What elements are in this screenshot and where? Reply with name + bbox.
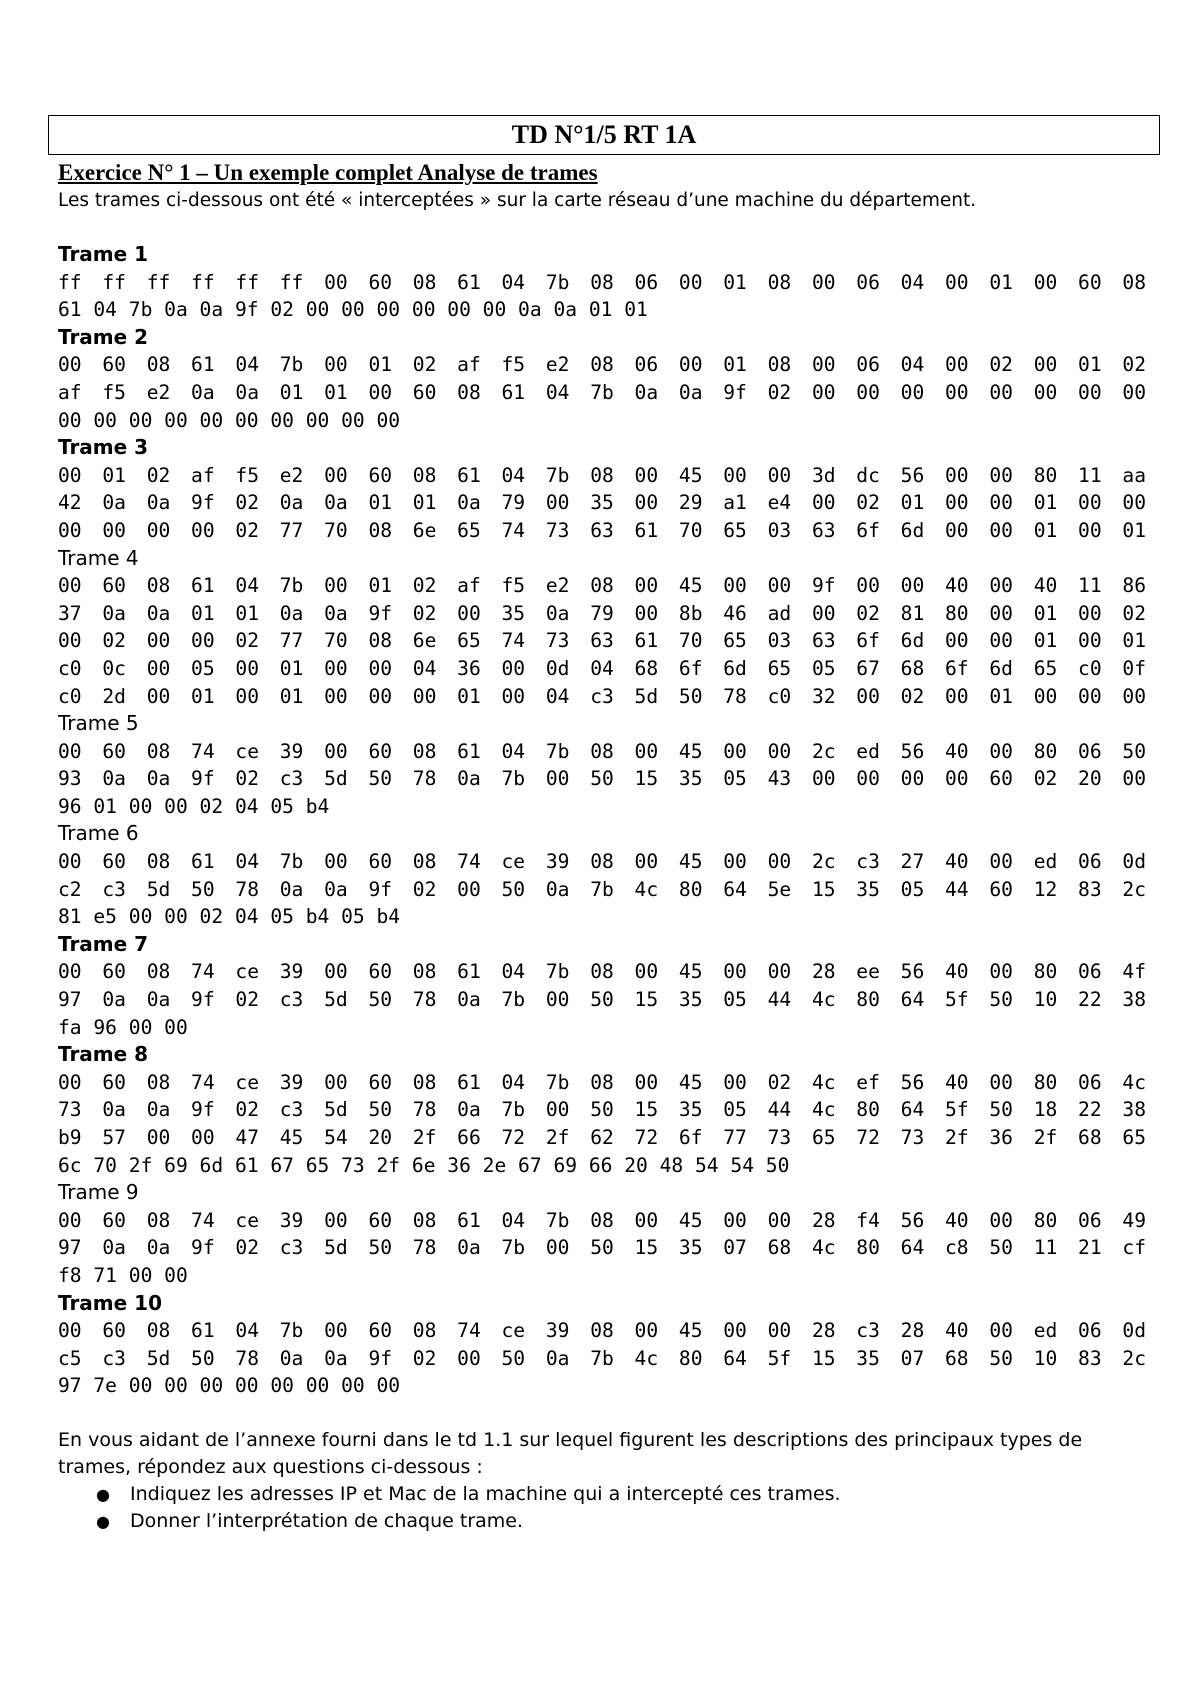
frame-label: Trame 8 — [58, 1042, 149, 1067]
frame-label: Trame 3 — [58, 435, 149, 460]
frame-bytes — [58, 269, 1146, 324]
frame-hex-line: 97 7e 00 00 00 00 00 00 00 00 — [58, 1374, 401, 1398]
frame-hex-line: 00 60 08 61 04 7b 00 01 02 af f5 e2 08 00 45 00 00 9f 00 00 40 00 40 11 86 — [58, 574, 1146, 598]
question-text: Donner l’interprétation de chaque trame. — [130, 1509, 524, 1532]
question-item — [58, 1481, 1146, 1508]
frame-bytes — [58, 351, 1146, 434]
frame-block — [58, 434, 1146, 544]
frame-label: Trame 10 — [58, 1290, 163, 1315]
frame-hex-line: 6c 70 2f 69 6d 61 67 65 73 2f 6e 36 2e 67 69 66 20 48 54 54 50 — [58, 1153, 790, 1177]
frame-hex-line: ff ff ff ff ff ff 00 60 08 61 04 7b 08 06 00 01 08 00 06 04 00 01 00 60 08 — [58, 270, 1146, 294]
frame-label: Trame 6 — [58, 821, 139, 846]
frame-hex-line: 93 0a 0a 9f 02 c3 5d 50 78 0a 7b 00 50 15 35 05 43 00 00 00 00 60 02 20 00 — [58, 767, 1146, 791]
frame-bytes — [58, 848, 1146, 931]
frame-label: Trame 4 — [58, 545, 139, 570]
frame-bytes — [58, 738, 1146, 821]
frame-block — [58, 241, 1146, 324]
frame-label: Trame 2 — [58, 324, 149, 349]
frame-bytes — [58, 1207, 1146, 1290]
frame-bytes — [58, 958, 1146, 1041]
document-page — [48, 115, 1160, 1535]
frame-hex-line: 00 60 08 61 04 7b 00 60 08 74 ce 39 08 00 45 00 00 28 c3 28 40 00 ed 06 0d — [58, 1319, 1146, 1343]
exercise-title: Exercice N° 1 – Un exemple complet Analyse de trames — [58, 160, 598, 185]
frame-block — [58, 1041, 1146, 1179]
frame-hex-line: 00 60 08 74 ce 39 00 60 08 61 04 7b 08 00 45 00 00 28 ee 56 40 00 80 06 4f — [58, 960, 1146, 984]
frame-hex-line: 97 0a 0a 9f 02 c3 5d 50 78 0a 7b 00 50 15 35 05 44 4c 80 64 5f 50 10 22 38 — [58, 988, 1146, 1012]
frames-list — [58, 241, 1146, 1400]
frame-hex-line: 61 04 7b 0a 0a 9f 02 00 00 00 00 00 00 0a 0a 01 01 — [58, 298, 648, 322]
questions-list — [58, 1481, 1146, 1535]
frame-block — [58, 324, 1146, 434]
frame-block — [58, 545, 1146, 711]
frame-block — [58, 820, 1146, 930]
document-content — [48, 159, 1160, 1535]
frame-hex-line: 00 60 08 74 ce 39 00 60 08 61 04 7b 08 00 45 00 00 2c ed 56 40 00 80 06 50 — [58, 739, 1146, 763]
instructions-text: En vous aidant de l’annexe fourni dans le td 1.1 sur lequel figurent les descriptions des principaux types de trames, répondez aux questions ci-dessous : — [58, 1428, 1083, 1478]
frame-hex-line: c0 2d 00 01 00 01 00 00 00 01 00 04 c3 5d 50 78 c0 32 00 02 00 01 00 00 00 — [58, 684, 1146, 708]
frame-label: Trame 9 — [58, 1180, 139, 1205]
exercise-intro: Les trames ci-dessous ont été « interceptées » sur la carte réseau d’une machine du département. — [58, 190, 977, 211]
frame-hex-line: 00 60 08 61 04 7b 00 01 02 af f5 e2 08 06 00 01 08 00 06 04 00 02 00 01 02 — [58, 353, 1146, 377]
question-text: Indiquez les adresses IP et Mac de la machine qui a intercepté ces trames. — [130, 1482, 841, 1505]
frame-hex-line: f8 71 00 00 — [58, 1263, 188, 1287]
frame-hex-line: b9 57 00 00 47 45 54 20 2f 66 72 2f 62 72 6f 77 73 65 72 73 2f 36 2f 68 65 — [58, 1126, 1146, 1149]
frame-hex-line: 97 0a 0a 9f 02 c3 5d 50 78 0a 7b 00 50 15 35 07 68 4c 80 64 c8 50 11 21 cf — [58, 1236, 1146, 1260]
frame-hex-line: c5 c3 5d 50 78 0a 0a 9f 02 00 50 0a 7b 4c 80 64 5f 15 35 07 68 50 10 83 2c — [58, 1346, 1146, 1370]
frame-hex-line: af f5 e2 0a 0a 01 01 00 60 08 61 04 7b 0a 0a 9f 02 00 00 00 00 00 00 00 00 — [58, 380, 1146, 404]
frame-hex-line: 42 0a 0a 9f 02 0a 0a 01 01 0a 79 00 35 00 29 a1 e4 00 02 01 00 00 01 00 00 — [58, 491, 1146, 515]
frame-label: Trame 1 — [58, 242, 149, 266]
frame-hex-line: 37 0a 0a 01 01 0a 0a 9f 02 00 35 0a 79 00 8b 46 ad 00 02 81 80 00 01 00 02 — [58, 601, 1146, 625]
frame-hex-line: 00 00 00 00 02 77 70 08 6e 65 74 73 63 61 70 65 03 63 6f 6d 00 00 01 00 01 — [58, 518, 1146, 542]
frame-hex-line: fa 96 00 00 — [58, 1015, 188, 1039]
frame-hex-line: c0 0c 00 05 00 01 00 00 04 36 00 0d 04 68 6f 6d 65 05 67 68 6f 6d 65 c0 0f — [58, 656, 1146, 680]
frame-block — [58, 1290, 1146, 1400]
frame-hex-line: 00 60 08 74 ce 39 00 60 08 61 04 7b 08 00 45 00 00 28 f4 56 40 00 80 06 49 — [58, 1208, 1146, 1232]
frame-hex-line: 00 00 00 00 00 00 00 00 00 00 — [58, 408, 401, 432]
frame-hex-line: 00 60 08 61 04 7b 00 60 08 74 ce 39 08 00 45 00 00 2c c3 27 40 00 ed 06 0d — [58, 850, 1146, 874]
frame-block — [58, 710, 1146, 820]
frame-block — [58, 931, 1146, 1041]
frame-hex-line: 96 01 00 00 02 04 05 b4 — [58, 794, 330, 818]
frame-bytes — [58, 1317, 1146, 1400]
frame-label: Trame 7 — [58, 931, 149, 956]
frame-hex-line: 73 0a 0a 9f 02 c3 5d 50 78 0a 7b 00 50 15 35 05 44 4c 80 64 5f 50 18 22 38 — [58, 1098, 1146, 1122]
frame-hex-line: 00 01 02 af f5 e2 00 60 08 61 04 7b 08 00 45 00 00 3d dc 56 00 00 80 11 aa — [58, 463, 1146, 487]
frame-hex-line: 00 60 08 74 ce 39 00 60 08 61 04 7b 08 00 45 00 02 4c ef 56 40 00 80 06 4c — [58, 1070, 1146, 1094]
frame-block — [58, 1179, 1146, 1289]
frame-hex-line: 00 02 00 00 02 77 70 08 6e 65 74 73 63 61 70 65 03 63 6f 6d 00 00 01 00 01 — [58, 629, 1146, 653]
frame-hex-line: c2 c3 5d 50 78 0a 0a 9f 02 00 50 0a 7b 4c 80 64 5e 15 35 05 44 60 12 83 2c — [58, 877, 1146, 901]
question-item — [58, 1508, 1146, 1535]
bullet-icon: ● — [96, 1511, 110, 1531]
frame-bytes — [58, 572, 1146, 710]
document-title: TD N°1/5 RT 1A — [511, 120, 697, 149]
instructions — [58, 1427, 1146, 1535]
frame-label: Trame 5 — [58, 711, 139, 736]
frame-hex-line: 81 e5 00 00 02 04 05 b4 05 b4 — [58, 905, 401, 929]
frame-bytes — [58, 462, 1146, 545]
bullet-icon: ● — [96, 1484, 110, 1504]
document-title-box — [48, 115, 1160, 155]
frame-bytes — [58, 1069, 1146, 1179]
